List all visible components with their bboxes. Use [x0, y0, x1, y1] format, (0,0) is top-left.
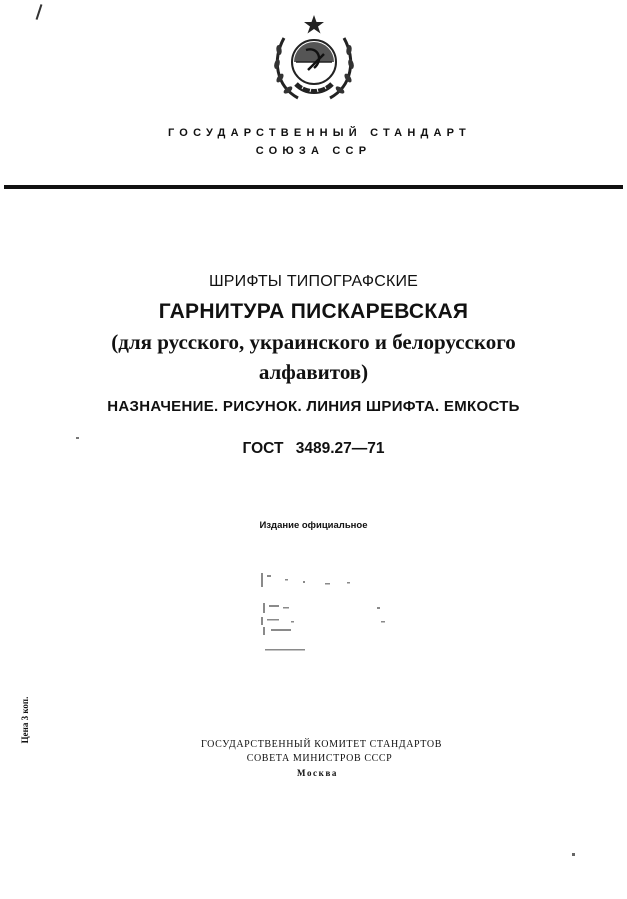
publisher-city: Москва [296, 768, 339, 778]
pen-mark [36, 4, 43, 20]
ink-dot [76, 437, 79, 439]
horizontal-rule [4, 185, 623, 189]
title-line2: ГАРНИТУРА ПИСКАРЕВСКАЯ [158, 300, 469, 323]
standard-number: ГОСТ 3489.27—71 [242, 440, 385, 457]
title-line1: ШРИФТЫ ТИПОГРАФСКИЕ [208, 273, 419, 290]
edition-label: Издание официальное [259, 520, 368, 531]
issuer-header-line2: СОЮЗА ССР [255, 145, 372, 157]
ink-dot [572, 853, 575, 856]
title-line4: алфавитов) [258, 360, 369, 384]
title-line5: НАЗНАЧЕНИЕ. РИСУНОК. ЛИНИЯ ШРИФТА. ЕМКОСТЬ [107, 398, 520, 415]
faded-stamp-marks [255, 565, 405, 655]
title-line3: (для русского, украинского и белорусского [111, 330, 516, 354]
ussr-coat-of-arms-icon [268, 12, 360, 108]
publisher-line1: ГОСУДАРСТВЕННЫЙ КОМИТЕТ СТАНДАРТОВ [201, 739, 442, 750]
price-label: Цена 3 коп. [20, 696, 30, 744]
publisher-line2: СОВЕТА МИНИСТРОВ СССР [246, 753, 393, 764]
issuer-header-line1: ГОСУДАРСТВЕННЫЙ СТАНДАРТ [168, 127, 471, 139]
